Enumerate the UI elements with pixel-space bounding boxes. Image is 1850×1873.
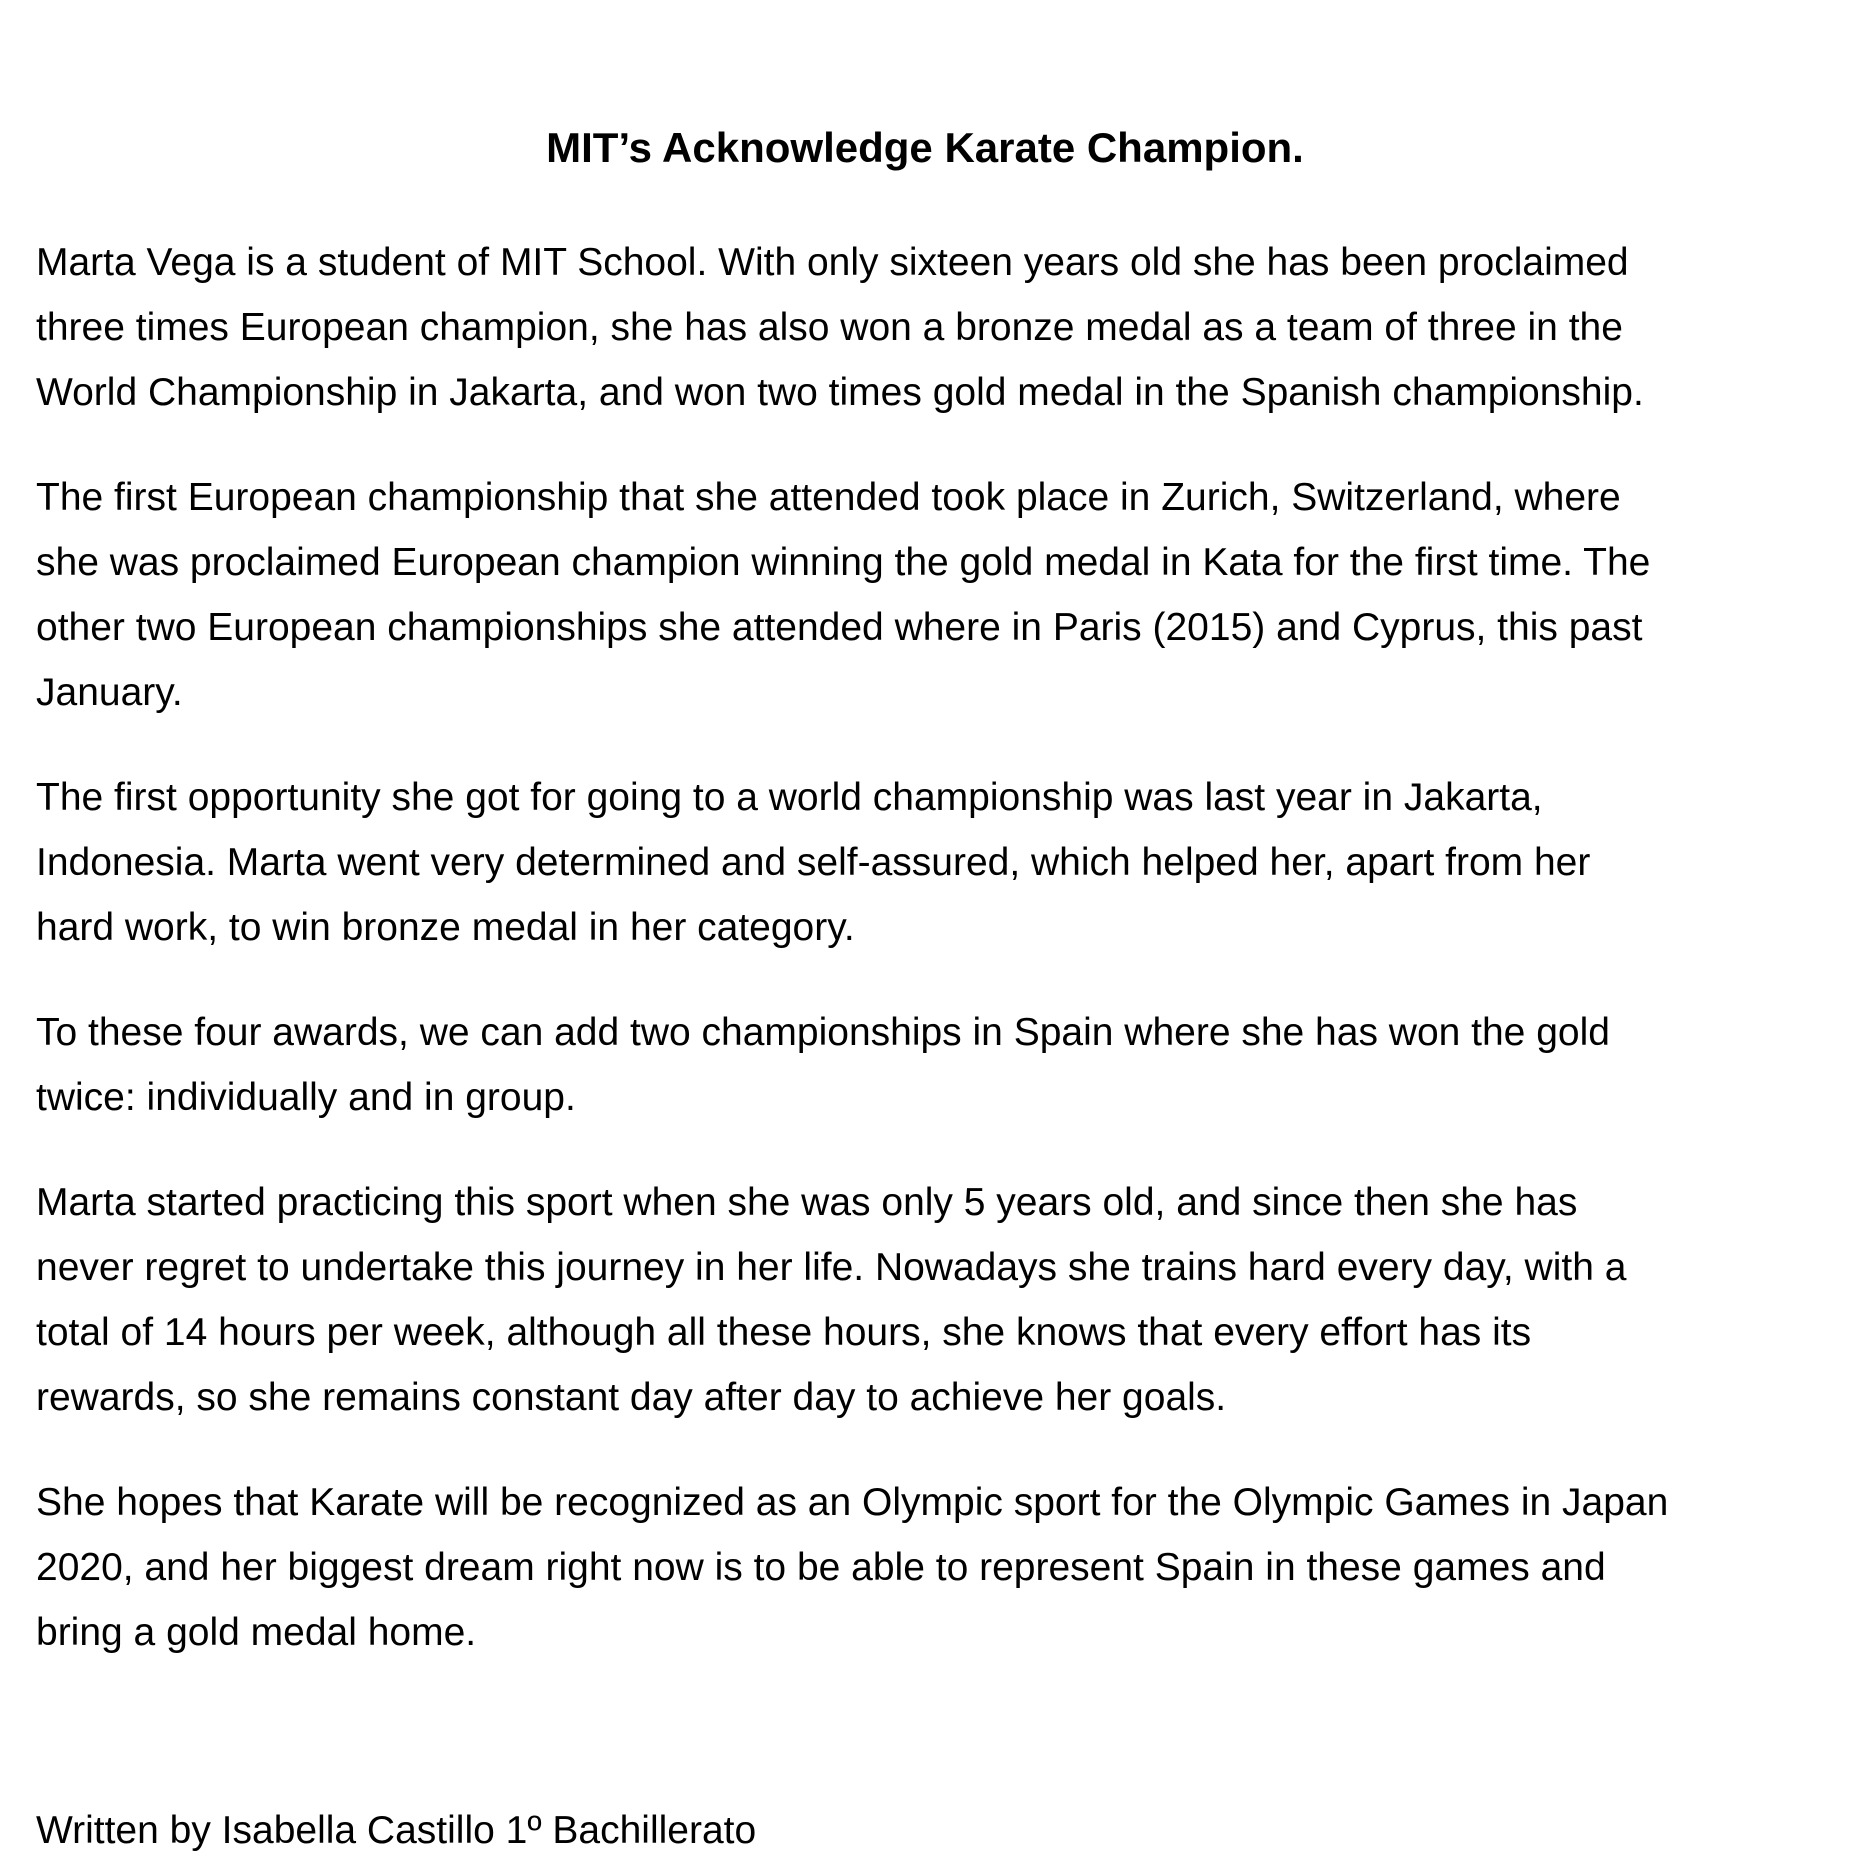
text-line: she was proclaimed European champion winning the gold medal in Kata for the first time. The (36, 541, 1651, 584)
text-line: three times European champion, she has also won a bronze medal as a team of three in the (36, 306, 1623, 349)
text-line: The first opportunity she got for going to a world championship was last year in Jakarta, (36, 776, 1543, 819)
paragraph-6 (36, 1470, 1826, 1665)
text-line: The first European championship that she attended took place in Zurich, Switzerland, where (36, 476, 1621, 519)
paragraph-3 (36, 765, 1826, 960)
text-line: twice: individually and in group. (36, 1076, 576, 1119)
text-line: other two European championships she attended where in Paris (2015) and Cyprus, this past (36, 606, 1643, 649)
article-body (36, 230, 1826, 1705)
text-line: total of 14 hours per week, although all these hours, she knows that every effort has its (36, 1311, 1532, 1354)
paragraph-1 (36, 230, 1826, 425)
paragraph-4 (36, 1000, 1826, 1130)
text-line: hard work, to win bronze medal in her category. (36, 906, 855, 949)
text-line: January. (36, 671, 183, 714)
text-line: World Championship in Jakarta, and won two times gold medal in the Spanish championship. (36, 371, 1644, 414)
paragraph-2 (36, 465, 1826, 725)
text-line: 2020, and her biggest dream right now is to be able to represent Spain in these games and (36, 1546, 1606, 1589)
article-title: MIT’s Acknowledge Karate Champion. (546, 124, 1304, 171)
author-signature: Written by Isabella Castillo 1º Bachillerato (36, 1809, 757, 1852)
text-line: Indonesia. Marta went very determined and self-assured, which helped her, apart from her (36, 841, 1591, 884)
text-line: never regret to undertake this journey in her life. Nowadays she trains hard every day, with a (36, 1246, 1627, 1289)
text-line: rewards, so she remains constant day after day to achieve her goals. (36, 1376, 1227, 1419)
text-line: She hopes that Karate will be recognized as an Olympic sport for the Olympic Games in Japan (36, 1481, 1669, 1524)
paragraph-5 (36, 1170, 1826, 1430)
text-line: To these four awards, we can add two championships in Spain where she has won the gold (36, 1011, 1610, 1054)
text-line: Marta Vega is a student of MIT School. With only sixteen years old she has been proclaimed (36, 241, 1629, 284)
text-line: bring a gold medal home. (36, 1611, 477, 1654)
text-line: Marta started practicing this sport when she was only 5 years old, and since then she has (36, 1181, 1578, 1224)
